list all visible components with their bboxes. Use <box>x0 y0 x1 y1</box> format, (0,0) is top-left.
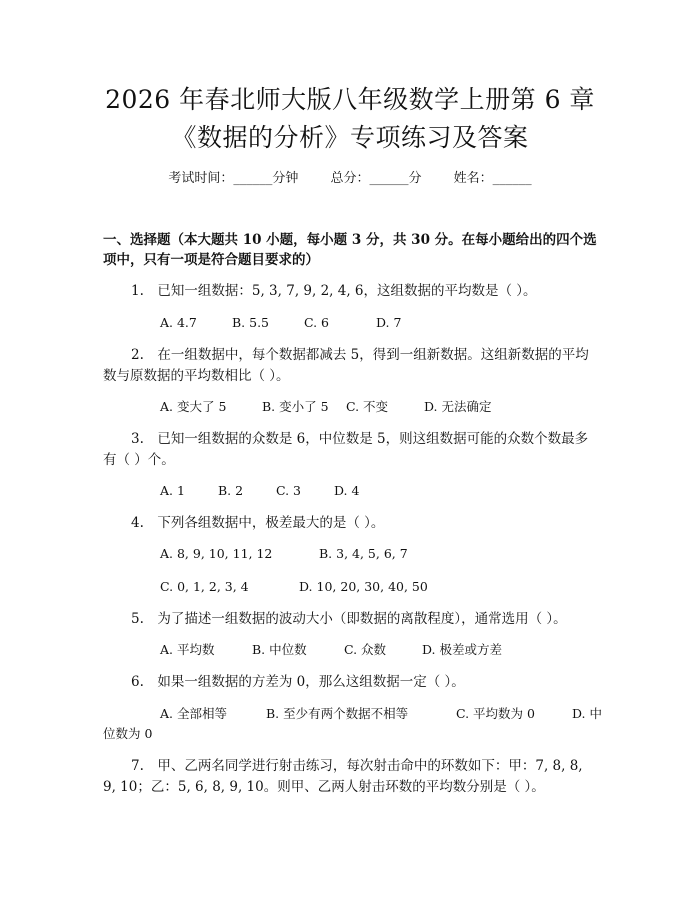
total-score-field: 总分：______分 <box>330 171 422 186</box>
option-a: A. 全部相等 <box>160 706 227 721</box>
option-c: C. 3 <box>275 483 301 498</box>
option-d: D. 无法确定 <box>423 399 492 414</box>
question-3-options <box>160 482 359 500</box>
option-c: C. 0, 1, 2, 3, 4 <box>160 579 249 594</box>
section-heading-line-1: 一、选择题（本大题共 10 小题，每小题 3 分，共 30 分。在每小题给出的四个选 <box>103 232 597 248</box>
option-a: A. 1 <box>160 483 185 498</box>
question-6-options <box>160 705 602 723</box>
question-3-text-line-2: 有（ ）个。 <box>103 452 175 468</box>
exam-info-bar <box>0 170 700 188</box>
option-d: D. 7 <box>375 315 402 330</box>
exam-time-field: 考试时间：______分钟 <box>168 171 299 186</box>
question-2-options <box>160 398 491 416</box>
student-name-field: 姓名：______ <box>453 171 532 186</box>
section-heading-line-2: 项中，只有一项是符合题目要求的） <box>103 252 319 268</box>
document-title-line-1: 2026 年春北师大版八年级数学上册第 6 章 <box>105 85 595 114</box>
option-a: A. 变大了 5 <box>160 399 227 414</box>
question-1-options <box>160 314 401 332</box>
option-a: A. 8, 9, 10, 11, 12 <box>160 546 273 561</box>
question-1-text: 1. 已知一组数据：5, 3, 7, 9, 2, 4, 6，这组数据的平均数是（ ）。 <box>131 283 537 299</box>
question-5-text: 5. 为了描述一组数据的波动大小（即数据的离散程度），通常选用（ ）。 <box>131 611 567 627</box>
option-b: B. 5.5 <box>231 315 269 330</box>
option-d: D. 中 <box>571 706 602 721</box>
question-7-text-line-2: 9, 10；乙：5, 6, 8, 9, 10。则甲、乙两人射击环数的平均数分别是（ ）。 <box>103 779 545 795</box>
option-d: D. 极差或方差 <box>421 642 502 657</box>
question-3-text-line-1: 3. 已知一组数据的众数是 6，中位数是 5，则这组数据可能的众数个数最多 <box>131 431 589 447</box>
option-a: A. 4.7 <box>160 315 197 330</box>
option-c: C. 平均数为 0 <box>455 706 535 721</box>
option-d: D. 10, 20, 30, 40, 50 <box>298 579 428 594</box>
question-4-text: 4. 下列各组数据中，极差最大的是（ ）。 <box>131 515 385 531</box>
option-c: C. 众数 <box>343 642 387 657</box>
question-4-options-row-2 <box>160 578 428 596</box>
question-6-text: 6. 如果一组数据的方差为 0，那么这组数据一定（ ）。 <box>131 674 465 690</box>
option-b: B. 变小了 5 <box>261 399 329 414</box>
option-b: B. 至少有两个数据不相等 <box>265 706 409 721</box>
question-4-options-row-1 <box>160 545 408 563</box>
question-2-text-line-1: 2. 在一组数据中，每个数据都减去 5，得到一组新数据。这组新数据的平均 <box>131 347 589 363</box>
question-6-option-d-continued: 位数为 0 <box>103 726 153 741</box>
question-2-text-line-2: 数与原数据的平均数相比（ ）。 <box>103 368 290 384</box>
document-title-line-2: 《数据的分析》专项练习及答案 <box>171 123 529 152</box>
option-d: D. 4 <box>333 483 360 498</box>
option-a: A. 平均数 <box>160 642 215 657</box>
option-b: B. 3, 4, 5, 6, 7 <box>318 546 408 561</box>
option-c: C. 不变 <box>345 399 389 414</box>
question-5-options <box>160 641 502 659</box>
question-7-text-line-1: 7. 甲、乙两名同学进行射击练习，每次射击命中的环数如下：甲：7, 8, 8, <box>131 758 583 774</box>
option-c: C. 6 <box>303 315 329 330</box>
option-b: B. 中位数 <box>251 642 307 657</box>
option-b: B. 2 <box>217 483 244 498</box>
